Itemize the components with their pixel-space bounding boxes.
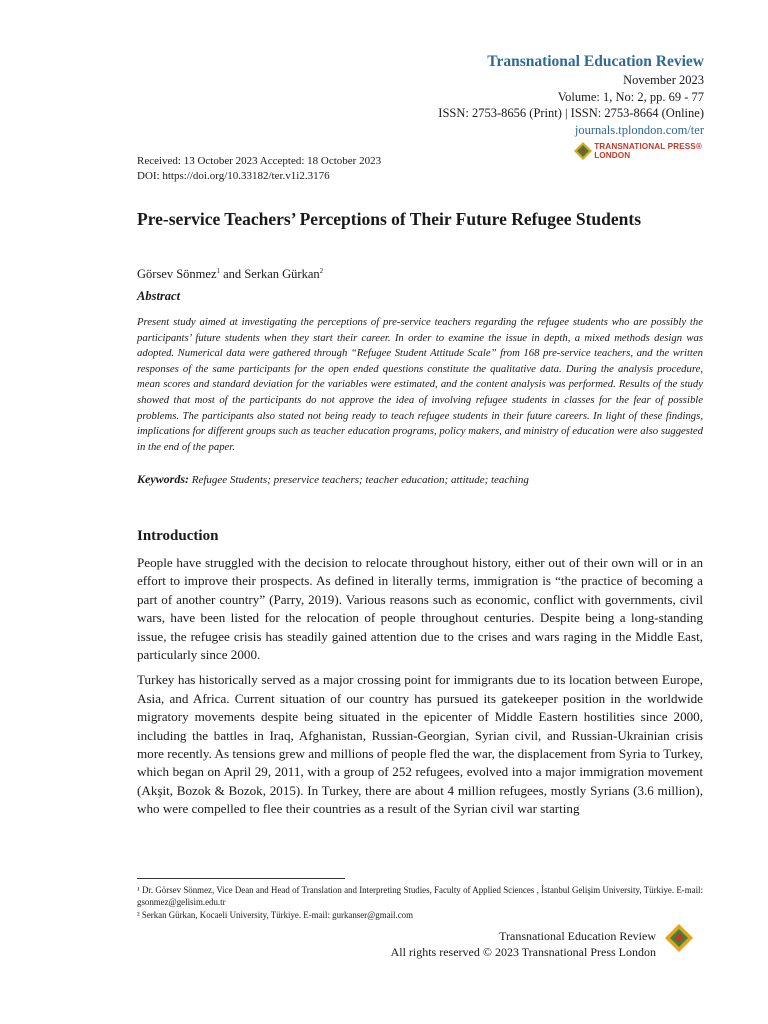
- author-line: [137, 263, 323, 282]
- author-2-footnote-mark: 2: [319, 267, 324, 275]
- keywords-list: Refugee Students; preservice teachers; teacher education; attitude; teaching: [189, 474, 529, 486]
- author-1-footnote-mark: 1: [216, 267, 220, 275]
- publisher-name: TRANSNATIONAL PRESS®: [594, 142, 702, 151]
- footer-journal: Transnational Education Review: [499, 929, 656, 943]
- journal-title: Transnational Education Review: [487, 53, 704, 70]
- footnotes: [137, 884, 703, 921]
- article-dates: [137, 154, 381, 184]
- footnote-2: ² Serkan Gürkan, Kocaeli University, Türkiye. E-mail: gurkanser@gmail.com: [137, 909, 414, 920]
- abstract-text: Present study aimed at investigating the perceptions of pre-service teachers regarding the refugee students who are possibly the participants’ future students when they start their career. In order to examine the issue in depth, a mixed methods design was adopted. Numerical data were gathered through “Refugee Student Attitude Scale” from 168 pre-service teachers, and the written responses of the same participants for the open ended questions constitute the qualitative data. During the analysis procedure, mean scores and standard deviation for the variables were estimated, and the content analysis was performed. Results of the study showed that most of the participants do not approve the idea of involving refugee students in classes for the fear of possible problems. The participants also stated not being ready to teach refugee students in their future careers. In light of these findings, implications for different groups such as teacher education programs, policy makers, and ministry of education were also suggested in the end of the paper.: [137, 316, 703, 453]
- publisher-logo: [574, 142, 702, 160]
- volume-info: Volume: 1, No: 2, pp. 69 - 77: [557, 89, 704, 104]
- page-footer: [391, 928, 656, 960]
- footnote-1: ¹ Dr. Görsev Sönmez, Vice Dean and Head of Translation and Interpreting Studies, Faculty of Applied Sciences , İstanbul Gelişim University, Türkiye. E-mail: gsonmez@gelisim.edu.tr: [137, 885, 703, 908]
- author-1: Görsev Sönmez: [137, 267, 217, 282]
- diamond-logo-icon: [665, 924, 693, 952]
- issue-date: November 2023: [623, 73, 704, 87]
- author-2: Serkan Gürkan: [244, 267, 320, 282]
- doi-link[interactable]: DOI: https://doi.org/10.33182/ter.v1i2.3176: [137, 170, 330, 182]
- paragraph: Turkey has historically served as a major crossing point for immigrants due to its location between Europe, Asia, and Africa. Current situation of our country has pursued its gatekeeper position in the worldwide migratory movements despite being situated in the epicenter of Middle Eastern hostilities since 2000, including the battles in Iraq, Afghanistan, Russian-Georgian, Syrian civil, and Russian-Ukrainian crisis more recently. As tensions grew and millions of people fled the war, the displacement from Syria to Turkey, which began on April 29, 2011, with a group of 252 refugees, evolved into a major immigration movement (Akşit, Bozok & Bozok, 2015). In Turkey, there are about 4 million refugees, mostly Syrians (3.6 million), who were compelled to flee their countries as a result of the Syrian civil war starting: [137, 672, 703, 817]
- introduction-heading: Introduction: [137, 528, 219, 544]
- author-separator: and: [220, 267, 245, 282]
- footer-copyright: All rights reserved © 2023 Transnational Press London: [390, 945, 656, 959]
- body-text: [137, 554, 703, 826]
- journal-url-link[interactable]: journals.tplondon.com/ter: [574, 122, 704, 137]
- abstract-heading: Abstract: [137, 289, 181, 303]
- keywords-label: Keywords:: [137, 472, 189, 486]
- article-title: Pre-service Teachers’ Perceptions of Their Future Refugee Students: [137, 209, 642, 229]
- received-accepted: Received: 13 October 2023 Accepted: 18 October 2023: [137, 155, 382, 167]
- journal-header: [438, 52, 704, 138]
- issn-info: ISSN: 2753-8656 (Print) | ISSN: 2753-8664 (Online): [438, 106, 704, 120]
- publisher-city: LONDON: [594, 151, 631, 160]
- footnote-divider: [137, 878, 345, 879]
- paragraph: People have struggled with the decision to relocate throughout history, either out of their own will or in an effort to improve their prospects. As defined in literally terms, immigration is “the practice of becoming a part of another country” (Parry, 2019). Various reasons such as economic, conflict with governments, civil wars, have been listed for the relocation of people throughout centuries. Despite being a long-standing issue, the refugee crisis has steadily gained attention due to the crises and wars raging in the Middle East, particularly since 2000.: [137, 555, 703, 663]
- diamond-logo-icon: [574, 142, 592, 160]
- keywords: [137, 472, 529, 487]
